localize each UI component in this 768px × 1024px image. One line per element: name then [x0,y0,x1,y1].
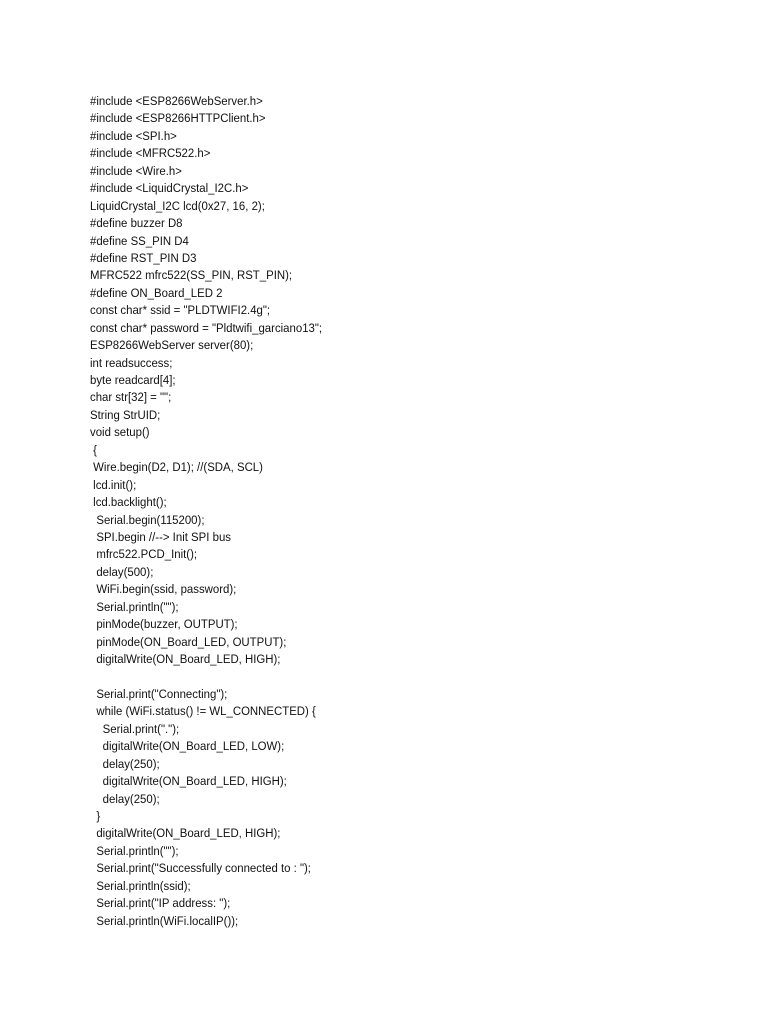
code-line: digitalWrite(ON_Board_LED, HIGH); [90,826,281,841]
code-line: #define SS_PIN D4 [90,233,189,248]
code-line: int readsuccess; [90,355,173,370]
code-line: #include <Wire.h> [90,163,182,178]
code-line: Serial.print("Connecting"); [90,686,228,701]
code-line: void setup() [90,425,150,440]
code-line: #define buzzer D8 [90,216,183,231]
code-line: delay(250); [90,791,160,806]
code-line [90,668,322,685]
code-line: Serial.println(""); [90,599,179,614]
code-line: LiquidCrystal_I2C lcd(0x27, 16, 2); [90,198,265,213]
code-line: Serial.begin(115200); [90,512,205,527]
code-line: mfrc522.PCD_Init(); [90,547,198,562]
code-line: lcd.backlight(); [90,495,167,510]
code-line: Wire.begin(D2, D1); //(SDA, SCL) [90,460,263,475]
code-line: while (WiFi.status() != WL_CONNECTED) { [90,704,316,719]
code-line: Serial.println(ssid); [90,878,191,893]
code-line: Serial.println(WiFi.localIP()); [90,913,239,928]
code-line: digitalWrite(ON_Board_LED, HIGH); [90,774,287,789]
code-line: #include <MFRC522.h> [90,146,211,161]
code-line: digitalWrite(ON_Board_LED, HIGH); [90,652,281,666]
code-line: Serial.println(""); [90,843,179,858]
code-line: pinMode(ON_Board_LED, OUTPUT); [90,634,287,649]
code-line: const char* password = "Pldtwifi_garciano13"; [90,320,323,335]
code-line: MFRC522 mfrc522(SS_PIN, RST_PIN); [90,268,293,283]
code-line: WiFi.begin(ssid, password); [90,582,237,597]
code-listing [90,93,342,930]
code-line: delay(500); [90,564,154,579]
code-line: Serial.print("."); [90,721,180,736]
code-line: Serial.print("Successfully connected to : "); [90,861,311,876]
code-line: pinMode(buzzer, OUTPUT); [90,617,238,632]
code-line: ESP8266WebServer server(80); [90,338,254,353]
code-line: #include <ESP8266HTTPClient.h> [90,111,266,126]
code-line: #include <ESP8266WebServer.h> [90,94,263,108]
code-line: delay(250); [90,756,160,771]
code-line: SPI.begin //--> Init SPI bus [90,529,231,544]
code-line: #include <LiquidCrystal_I2C.h> [90,181,249,196]
code-line: digitalWrite(ON_Board_LED, LOW); [90,739,285,754]
code-line: #include <SPI.h> [90,128,177,143]
code-line: { [90,442,97,457]
code-line: char str[32] = ""; [90,390,172,405]
code-line: #define RST_PIN D3 [90,250,197,265]
code-line: Serial.print("IP address: "); [90,896,231,911]
code-line: String StrUID; [90,407,161,422]
code-line: lcd.init(); [90,477,137,492]
code-line: byte readcard[4]; [90,373,176,387]
code-line: const char* ssid = "PLDTWIFI2.4g"; [90,303,271,318]
code-line: } [90,808,101,823]
code-line: #define ON_Board_LED 2 [90,285,223,300]
